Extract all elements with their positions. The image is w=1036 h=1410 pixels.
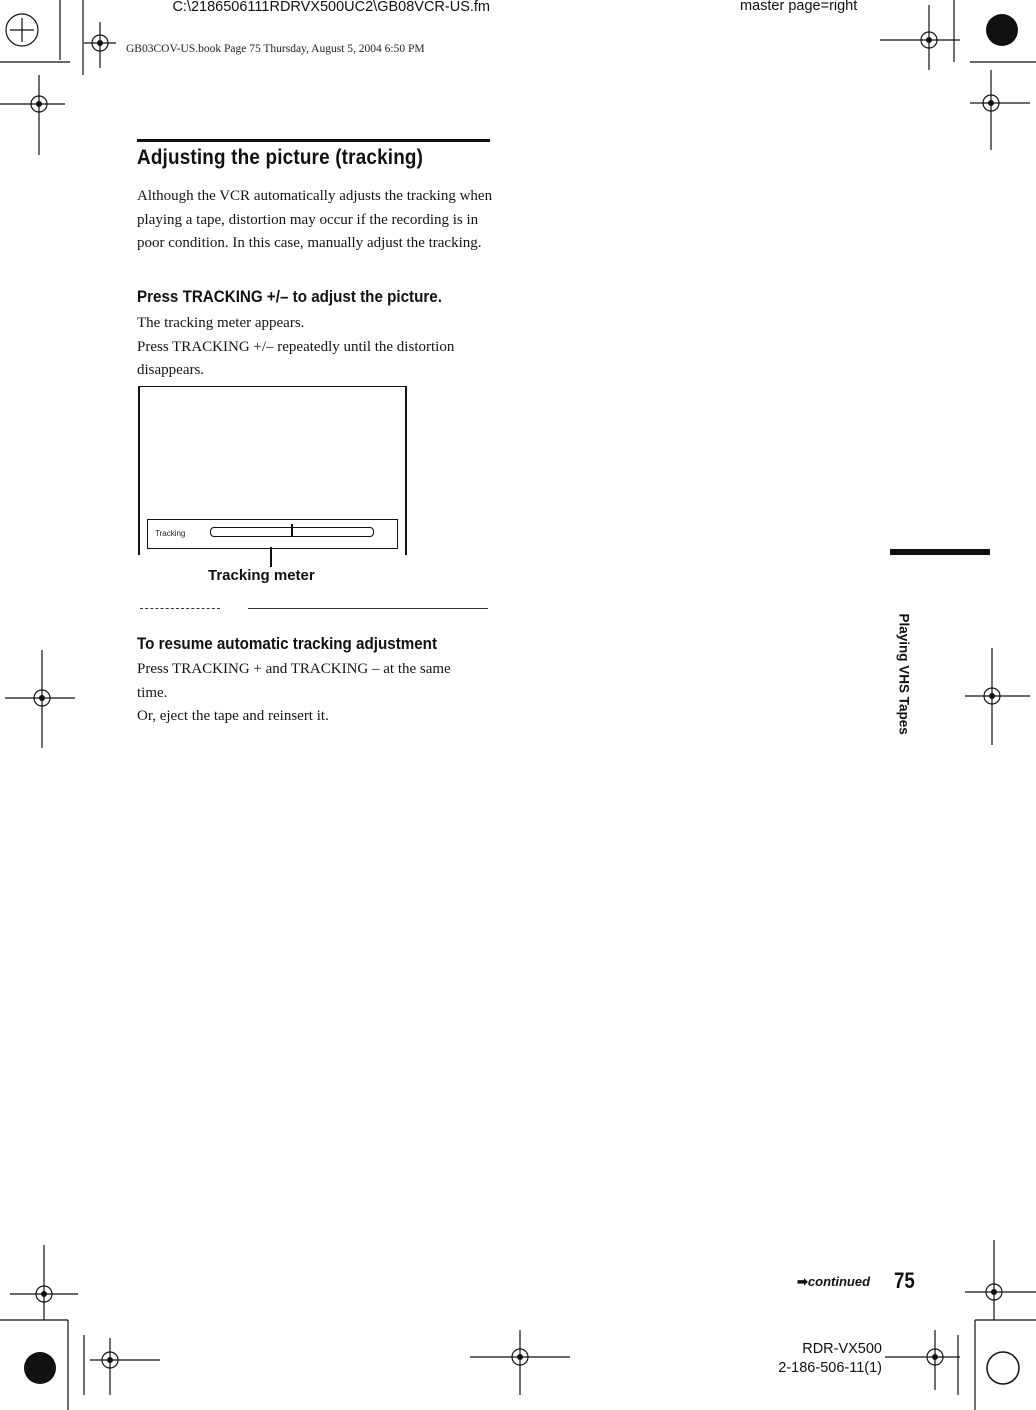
registration-disc-icon xyxy=(986,14,1018,46)
step-heading: Press TRACKING +/– to adjust the picture. xyxy=(137,288,442,306)
side-tab-bar xyxy=(890,549,990,555)
continued-text: continued xyxy=(807,1274,871,1289)
model-number: RDR-VX500 xyxy=(802,1341,882,1357)
model-info xyxy=(760,1340,882,1378)
arrow-right-icon: ➡ xyxy=(797,1274,808,1289)
resume-line-1: Press TRACKING + and TRACKING – at the same time. xyxy=(137,661,451,701)
registration-disc-icon xyxy=(24,1352,56,1384)
book-info-header: GB03COV-US.book Page 75 Thursday, August 5, 2004 6:50 PM xyxy=(126,43,425,55)
registration-disc-icon xyxy=(987,1352,1019,1384)
part-number: 2-186-506-11(1) xyxy=(778,1360,882,1376)
resume-heading: To resume automatic tracking adjustment xyxy=(137,635,438,653)
resume-line-2: Or, eject the tape and reinsert it. xyxy=(137,708,329,724)
tracking-meter-indicator xyxy=(291,524,293,537)
intro-paragraph: Although the VCR automatically adjusts the tracking when playing a tape, distortion may occur if the recording is in poor condition. In this case, manually adjust the tracking. xyxy=(137,188,493,251)
file-path-header: C:\2186506111RDRVX500UC2\GB08VCR-US.fm xyxy=(172,0,490,15)
divider xyxy=(140,608,220,609)
step-body xyxy=(137,312,477,383)
resume-body xyxy=(137,658,482,729)
master-page-label: master page=right xyxy=(740,0,858,14)
continued-label xyxy=(797,1274,870,1290)
tracking-meter-callout: Tracking meter xyxy=(208,567,315,584)
step-line-1: The tracking meter appears. xyxy=(137,315,305,331)
tracking-meter-label: Tracking xyxy=(155,529,186,538)
side-tab-label: Playing VHS Tapes xyxy=(896,613,912,735)
section-rule xyxy=(137,139,490,142)
section-title: Adjusting the picture (tracking) xyxy=(137,146,424,169)
step-line-2: Press TRACKING +/– repeatedly until the distortion disappears. xyxy=(137,338,455,378)
callout-line xyxy=(270,547,272,567)
divider xyxy=(248,608,488,609)
page-number: 75 xyxy=(894,1268,915,1293)
